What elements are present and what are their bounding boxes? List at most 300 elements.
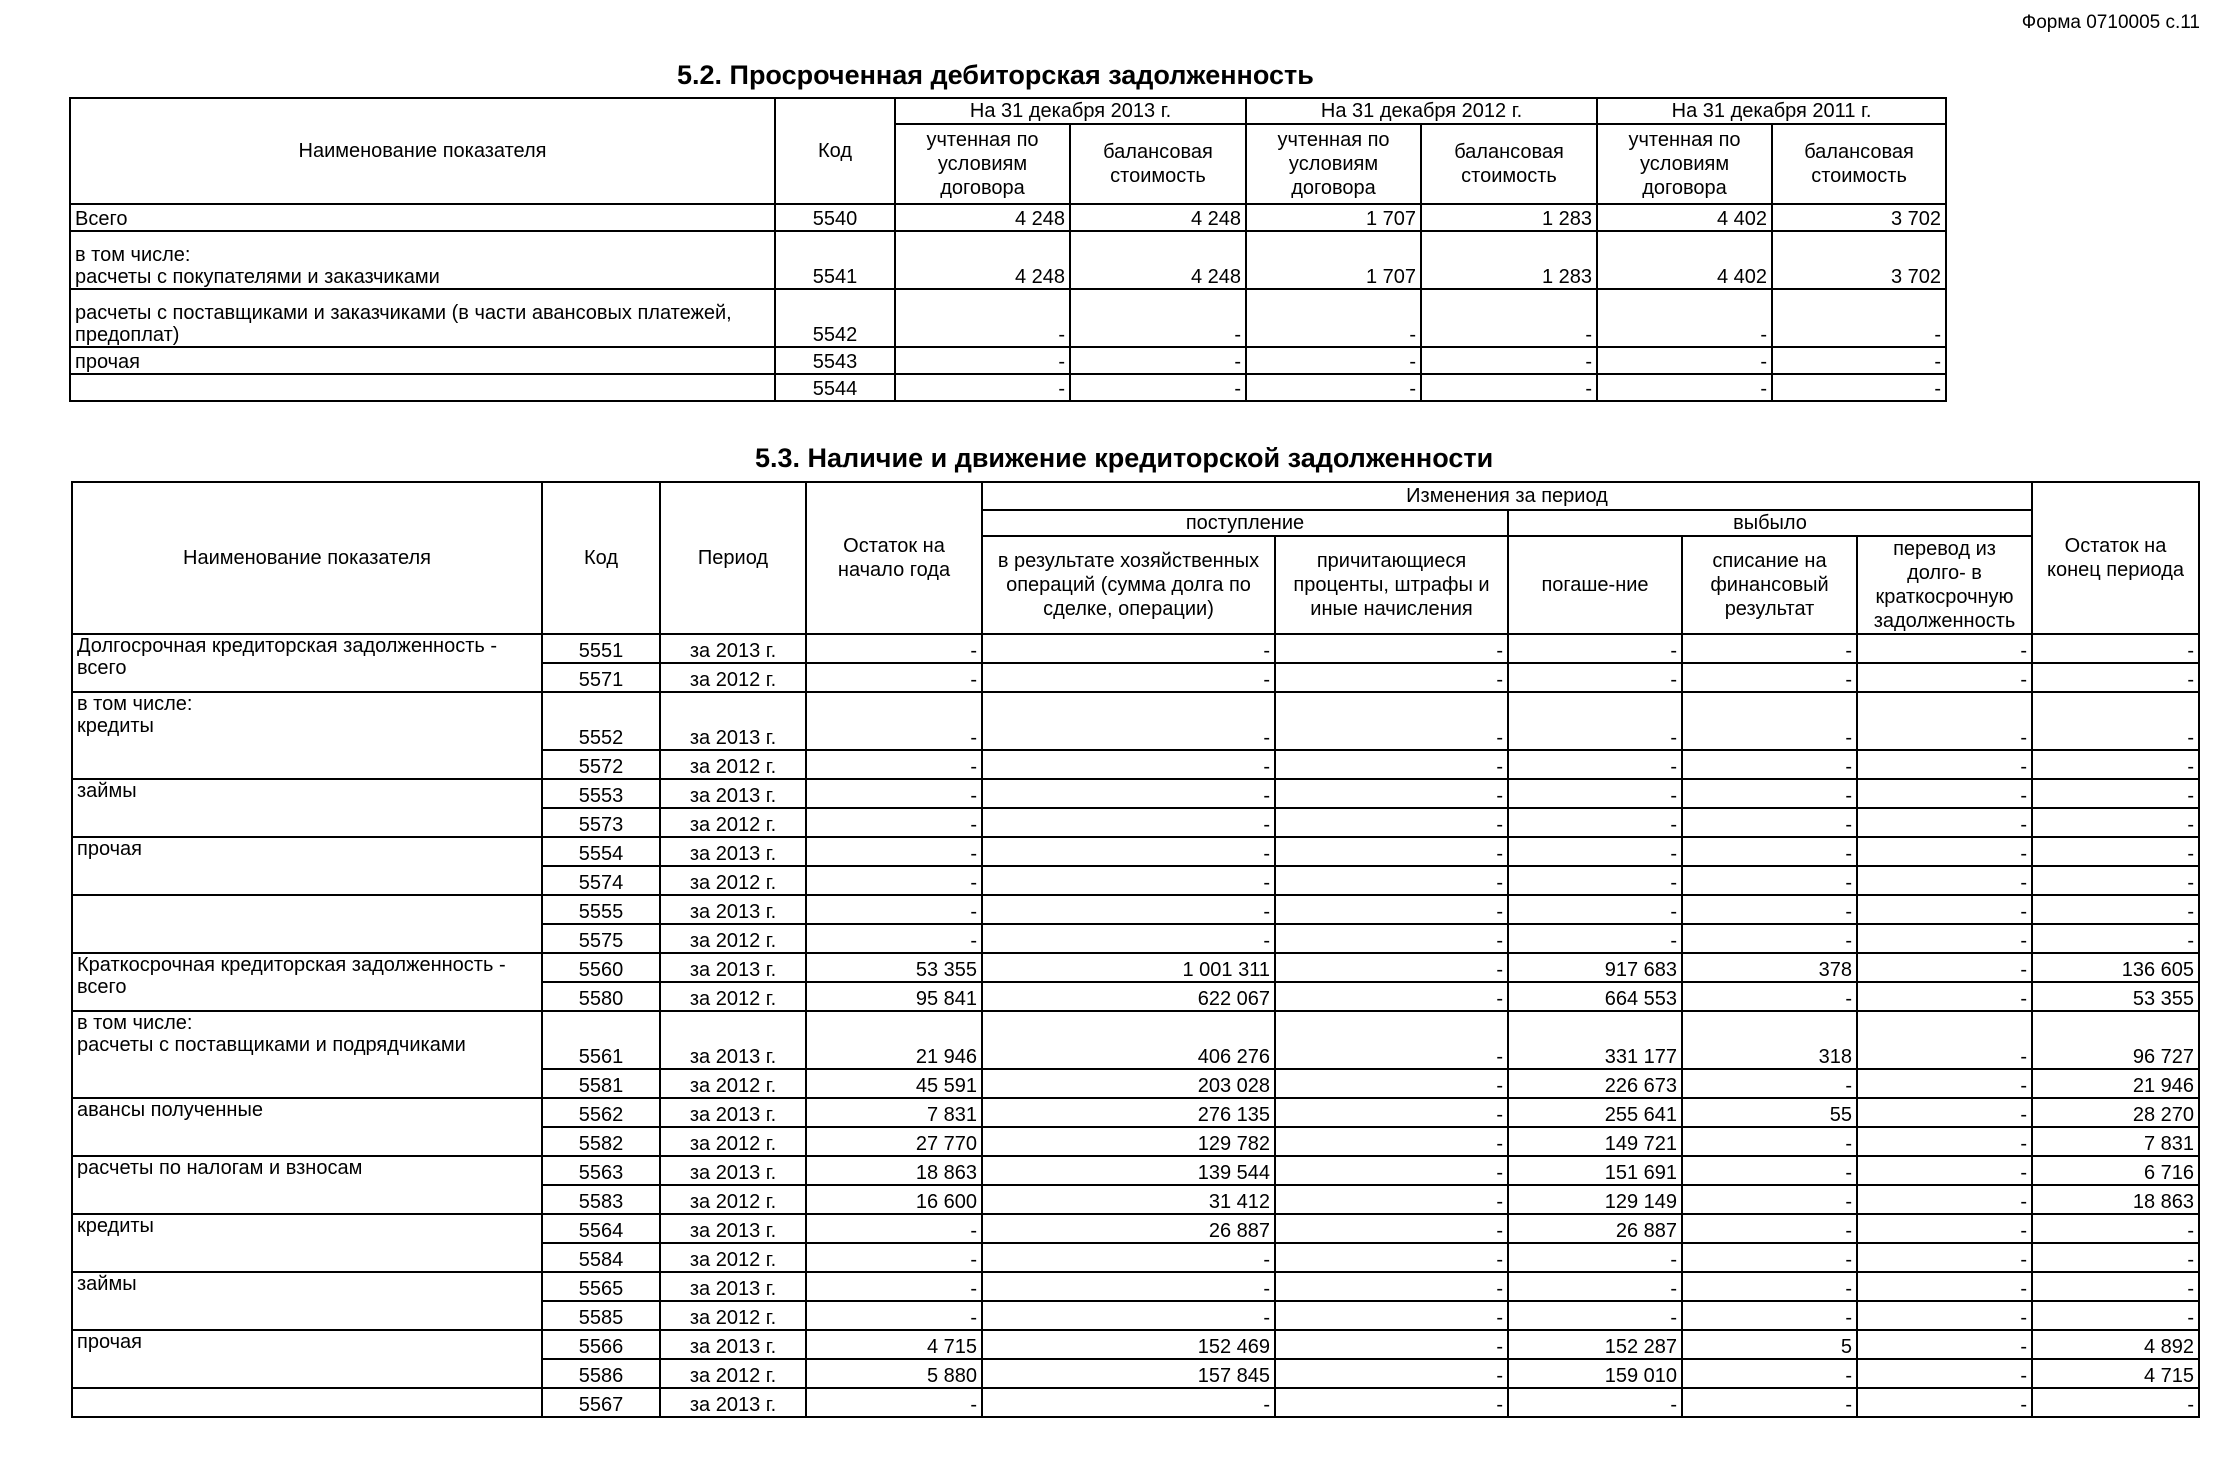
row-code: 5551 [542,634,660,663]
table-row [72,692,2199,750]
value-cell: - [1857,837,2032,866]
value-cell: 129 782 [982,1127,1275,1156]
value-cell: 26 887 [1508,1214,1682,1243]
value-cell: 4 248 [895,231,1070,289]
value-cell: 3 702 [1772,204,1946,231]
row-period: за 2012 г. [660,750,806,779]
value-cell: 149 721 [1508,1127,1682,1156]
section-5-2-title: 5.2. Просроченная дебиторская задолженность [677,60,1314,90]
row-code: 5575 [542,924,660,953]
value-cell: - [2032,1301,2199,1330]
value-cell: - [1421,347,1597,374]
value-cell: 5 [1682,1330,1857,1359]
header-period-2011: На 31 декабря 2011 г. [1597,98,1946,124]
value-cell: - [1857,895,2032,924]
row-period: за 2012 г. [660,663,806,692]
value-cell: 45 591 [806,1069,982,1098]
row-code: 5561 [542,1011,660,1069]
value-cell: - [806,895,982,924]
value-cell: - [1857,1272,2032,1301]
row-name-cell [70,231,775,289]
value-cell: - [982,1243,1275,1272]
value-cell: - [1857,1243,2032,1272]
value-cell: - [2032,808,2199,837]
value-cell: - [1857,1156,2032,1185]
row-name-cell [72,1388,542,1417]
value-cell: - [806,779,982,808]
value-cell: - [1508,1243,1682,1272]
value-cell: - [982,924,1275,953]
value-cell: - [895,374,1070,401]
value-cell: 1 283 [1421,231,1597,289]
row-period: за 2013 г. [660,692,806,750]
row-code: 5586 [542,1359,660,1388]
value-cell: - [1682,1301,1857,1330]
value-cell: - [1682,837,1857,866]
overdue-receivables-table [69,97,1947,402]
header-period-2013: На 31 декабря 2013 г. [895,98,1246,124]
value-cell: - [1275,1098,1508,1127]
value-cell: - [1275,837,1508,866]
row-code: 5566 [542,1330,660,1359]
value-cell: 151 691 [1508,1156,1682,1185]
header-balance: балансовая стоимость [1772,124,1946,204]
row-code: 5565 [542,1272,660,1301]
row-name-cell [72,1330,542,1388]
value-cell: 276 135 [982,1098,1275,1127]
header-contract: учтенная по условиям договора [895,124,1070,204]
row-code: 5541 [775,231,895,289]
value-cell: - [1508,924,1682,953]
value-cell: - [1275,866,1508,895]
table-row [70,231,1946,289]
value-cell: - [1508,1272,1682,1301]
value-cell: 157 845 [982,1359,1275,1388]
value-cell: - [1275,1214,1508,1243]
row-period: за 2012 г. [660,866,806,895]
value-cell: - [1682,1156,1857,1185]
row-code: 5582 [542,1127,660,1156]
row-code: 5562 [542,1098,660,1127]
value-cell: - [982,895,1275,924]
header-balance: балансовая стоимость [1421,124,1597,204]
table-row [72,634,2199,663]
header-code: Код [542,482,660,634]
value-cell: - [806,866,982,895]
value-cell: - [982,634,1275,663]
row-name: займы [77,1273,137,1295]
value-cell: 1 707 [1246,204,1421,231]
value-cell: - [2032,924,2199,953]
value-cell: - [1508,692,1682,750]
value-cell: - [1597,374,1772,401]
value-cell: 1 001 311 [982,953,1275,982]
value-cell: - [1275,1272,1508,1301]
value-cell: - [1857,634,2032,663]
row-code: 5585 [542,1301,660,1330]
row-name: кредиты [77,1215,154,1237]
value-cell: - [2032,663,2199,692]
value-cell: 152 469 [982,1330,1275,1359]
table-row [72,1330,2199,1359]
value-cell: 4 715 [806,1330,982,1359]
row-period: за 2012 г. [660,924,806,953]
value-cell: - [1682,779,1857,808]
value-cell: 4 248 [1070,204,1246,231]
value-cell: - [806,1214,982,1243]
value-cell: - [1682,1243,1857,1272]
value-cell: 129 149 [1508,1185,1682,1214]
value-cell: - [1246,289,1421,347]
row-name: прочая [77,838,143,860]
payables-movement-table [71,481,2200,1418]
value-cell: - [2032,837,2199,866]
row-name: расчеты по налогам и взносам [77,1157,363,1179]
table-row [70,204,1946,231]
value-cell: - [1275,1127,1508,1156]
value-cell: - [1421,374,1597,401]
value-cell: - [1275,924,1508,953]
row-name: расчеты с покупателями и заказчиками [75,266,440,288]
value-cell: - [2032,866,2199,895]
value-cell: 664 553 [1508,982,1682,1011]
table-row [72,837,2199,866]
row-name: расчеты с поставщиками и заказчиками (в части авансовых платежей, предоплат) [75,302,732,346]
row-period: за 2012 г. [660,808,806,837]
table-row [72,1011,2199,1069]
value-cell: 18 863 [806,1156,982,1185]
row-period: за 2013 г. [660,1388,806,1417]
value-cell: - [1857,750,2032,779]
row-period: за 2012 г. [660,1127,806,1156]
row-period: за 2012 г. [660,1243,806,1272]
value-cell: - [1857,1359,2032,1388]
value-cell: 318 [1682,1011,1857,1069]
value-cell: - [806,1272,982,1301]
value-cell: - [1275,1156,1508,1185]
value-cell: - [1597,289,1772,347]
value-cell: - [1772,347,1946,374]
row-period: за 2012 г. [660,1359,806,1388]
header-writeoff: списание на финансовый результат [1682,536,1857,634]
value-cell: - [1857,663,2032,692]
value-cell: 21 946 [806,1011,982,1069]
table-row [70,374,1946,401]
value-cell: - [1508,866,1682,895]
value-cell: - [1275,982,1508,1011]
value-cell: 4 715 [2032,1359,2199,1388]
value-cell: - [1275,1011,1508,1069]
value-cell: - [806,663,982,692]
header-balance: балансовая стоимость [1070,124,1246,204]
value-cell: - [1772,289,1946,347]
value-cell: - [1682,982,1857,1011]
row-code: 5542 [775,289,895,347]
row-code: 5571 [542,663,660,692]
value-cell: - [982,663,1275,692]
value-cell: - [1508,808,1682,837]
row-code: 5552 [542,692,660,750]
header-transfer: перевод из долго- в краткосрочную задолженность [1857,536,2032,634]
value-cell: - [1275,634,1508,663]
row-period: за 2013 г. [660,895,806,924]
value-cell: 139 544 [982,1156,1275,1185]
value-cell: - [2032,1272,2199,1301]
value-cell: - [1682,866,1857,895]
value-cell: - [1682,924,1857,953]
row-period: за 2012 г. [660,1069,806,1098]
value-cell: - [1275,1069,1508,1098]
value-cell: - [1246,347,1421,374]
value-cell: - [1857,1301,2032,1330]
row-code: 5540 [775,204,895,231]
value-cell: - [1682,1388,1857,1417]
row-name-cell [72,1156,542,1214]
value-cell: - [1275,1243,1508,1272]
value-cell: - [1682,1272,1857,1301]
value-cell: - [1275,808,1508,837]
row-period: за 2013 г. [660,779,806,808]
value-cell: - [982,1272,1275,1301]
value-cell: - [806,750,982,779]
value-cell: - [1597,347,1772,374]
value-cell: - [806,808,982,837]
value-cell: 16 600 [806,1185,982,1214]
row-name-prefix: в том числе: [75,244,191,266]
value-cell: - [1682,634,1857,663]
value-cell: - [2032,1214,2199,1243]
header-contract: учтенная по условиям договора [1246,124,1421,204]
value-cell: - [806,1388,982,1417]
value-cell: 226 673 [1508,1069,1682,1098]
row-period: за 2013 г. [660,1214,806,1243]
value-cell: 378 [1682,953,1857,982]
value-cell: - [1275,1359,1508,1388]
value-cell: 331 177 [1508,1011,1682,1069]
row-code: 5580 [542,982,660,1011]
value-cell: 96 727 [2032,1011,2199,1069]
row-name: прочая [75,351,141,373]
value-cell: - [1508,663,1682,692]
value-cell: - [1246,374,1421,401]
row-name-cell [72,837,542,895]
value-cell: - [982,692,1275,750]
row-period: за 2013 г. [660,1156,806,1185]
value-cell: 152 287 [1508,1330,1682,1359]
value-cell: - [1682,1069,1857,1098]
value-cell: 917 683 [1508,953,1682,982]
value-cell: - [806,1243,982,1272]
value-cell: - [1857,808,2032,837]
value-cell: - [1508,895,1682,924]
row-name-cell [70,289,775,347]
value-cell: - [2032,1388,2199,1417]
header-income: поступление [982,510,1508,536]
row-name-cell [70,347,775,374]
value-cell: 95 841 [806,982,982,1011]
value-cell: - [1275,692,1508,750]
value-cell: - [1508,1301,1682,1330]
value-cell: 4 402 [1597,231,1772,289]
value-cell: - [1682,663,1857,692]
value-cell: - [1857,779,2032,808]
header-name: Наименование показателя [72,482,542,634]
value-cell: - [806,634,982,663]
value-cell: - [1857,924,2032,953]
value-cell: - [895,289,1070,347]
value-cell: 1 283 [1421,204,1597,231]
value-cell: - [1682,1127,1857,1156]
value-cell: - [1275,663,1508,692]
row-name-cell [72,953,542,1011]
value-cell: - [2032,634,2199,663]
value-cell: - [982,837,1275,866]
value-cell: - [1070,374,1246,401]
value-cell: - [982,808,1275,837]
value-cell: 31 412 [982,1185,1275,1214]
table-row [72,779,2199,808]
table-row [72,1214,2199,1243]
header-repayment: погаше-ние [1508,536,1682,634]
row-code: 5554 [542,837,660,866]
header-outflow: выбыло [1508,510,2032,536]
value-cell: - [1682,1214,1857,1243]
value-cell: - [982,866,1275,895]
value-cell: 255 641 [1508,1098,1682,1127]
value-cell: - [1275,779,1508,808]
form-code-label: Форма 0710005 с.11 [2021,12,2200,33]
value-cell: - [2032,1243,2199,1272]
row-name-cell [72,1272,542,1330]
row-name-cell [72,1214,542,1272]
header-period: Период [660,482,806,634]
table-row [72,895,2199,924]
value-cell: - [1275,895,1508,924]
value-cell: - [1857,1069,2032,1098]
value-cell: - [1857,982,2032,1011]
row-name-cell [72,895,542,953]
row-code: 5584 [542,1243,660,1272]
row-name: Всего [75,208,128,230]
value-cell: - [1682,692,1857,750]
row-period: за 2012 г. [660,982,806,1011]
header-end-balance: Остаток на конец периода [2032,482,2199,634]
value-cell: - [1682,750,1857,779]
value-cell: - [1857,1330,2032,1359]
value-cell: - [1857,1185,2032,1214]
row-period: за 2013 г. [660,953,806,982]
value-cell: - [1857,953,2032,982]
table-row [70,347,1946,374]
value-cell: 4 402 [1597,204,1772,231]
value-cell: - [2032,895,2199,924]
value-cell: - [1857,1127,2032,1156]
value-cell: - [1275,1301,1508,1330]
row-code: 5563 [542,1156,660,1185]
value-cell: - [1508,634,1682,663]
value-cell: - [1275,1388,1508,1417]
value-cell: - [1857,692,2032,750]
value-cell: - [982,779,1275,808]
row-period: за 2013 г. [660,1098,806,1127]
row-name-cell [70,374,775,401]
header-interest: причитающиеся проценты, штрафы и иные начисления [1275,536,1508,634]
header-start-balance: Остаток на начало года [806,482,982,634]
value-cell: - [1682,1359,1857,1388]
row-name: займы [77,780,137,802]
row-name: Долгосрочная кредиторская задолженность - всего [77,635,497,679]
value-cell: - [982,1388,1275,1417]
value-cell: 18 863 [2032,1185,2199,1214]
value-cell: 4 248 [895,204,1070,231]
value-cell: 7 831 [2032,1127,2199,1156]
row-period: за 2012 г. [660,1301,806,1330]
value-cell: 53 355 [2032,982,2199,1011]
value-cell: - [1682,808,1857,837]
value-cell: 1 707 [1246,231,1421,289]
value-cell: - [1857,1388,2032,1417]
row-name: прочая [77,1331,143,1353]
row-name: авансы полученные [77,1099,263,1121]
value-cell: - [1275,1185,1508,1214]
table-row [72,953,2199,982]
value-cell: - [1421,289,1597,347]
value-cell: - [1070,347,1246,374]
value-cell: 55 [1682,1098,1857,1127]
value-cell: - [1275,750,1508,779]
value-cell: 27 770 [806,1127,982,1156]
header-period-2012: На 31 декабря 2012 г. [1246,98,1597,124]
value-cell: - [1682,895,1857,924]
value-cell: - [982,1301,1275,1330]
value-cell: 5 880 [806,1359,982,1388]
value-cell: - [2032,779,2199,808]
value-cell: 406 276 [982,1011,1275,1069]
table-row [72,1272,2199,1301]
value-cell: 4 248 [1070,231,1246,289]
row-code: 5555 [542,895,660,924]
value-cell: 622 067 [982,982,1275,1011]
header-contract: учтенная по условиям договора [1597,124,1772,204]
value-cell: 203 028 [982,1069,1275,1098]
row-code: 5544 [775,374,895,401]
row-code: 5567 [542,1388,660,1417]
value-cell: - [2032,750,2199,779]
row-period: за 2013 г. [660,1272,806,1301]
row-code: 5564 [542,1214,660,1243]
value-cell: - [1682,1185,1857,1214]
row-code: 5583 [542,1185,660,1214]
value-cell: - [1772,374,1946,401]
value-cell: - [2032,692,2199,750]
row-code: 5543 [775,347,895,374]
table-row [72,1388,2199,1417]
value-cell: - [1508,750,1682,779]
value-cell: 6 716 [2032,1156,2199,1185]
row-name: расчеты с поставщиками и подрядчиками [77,1034,466,1056]
value-cell: - [806,837,982,866]
value-cell: 28 270 [2032,1098,2199,1127]
value-cell: - [1857,1098,2032,1127]
value-cell: - [1857,1214,2032,1243]
row-code: 5553 [542,779,660,808]
value-cell: 159 010 [1508,1359,1682,1388]
row-name-cell [72,692,542,779]
value-cell: - [895,347,1070,374]
row-code: 5572 [542,750,660,779]
value-cell: - [1857,866,2032,895]
row-period: за 2013 г. [660,837,806,866]
